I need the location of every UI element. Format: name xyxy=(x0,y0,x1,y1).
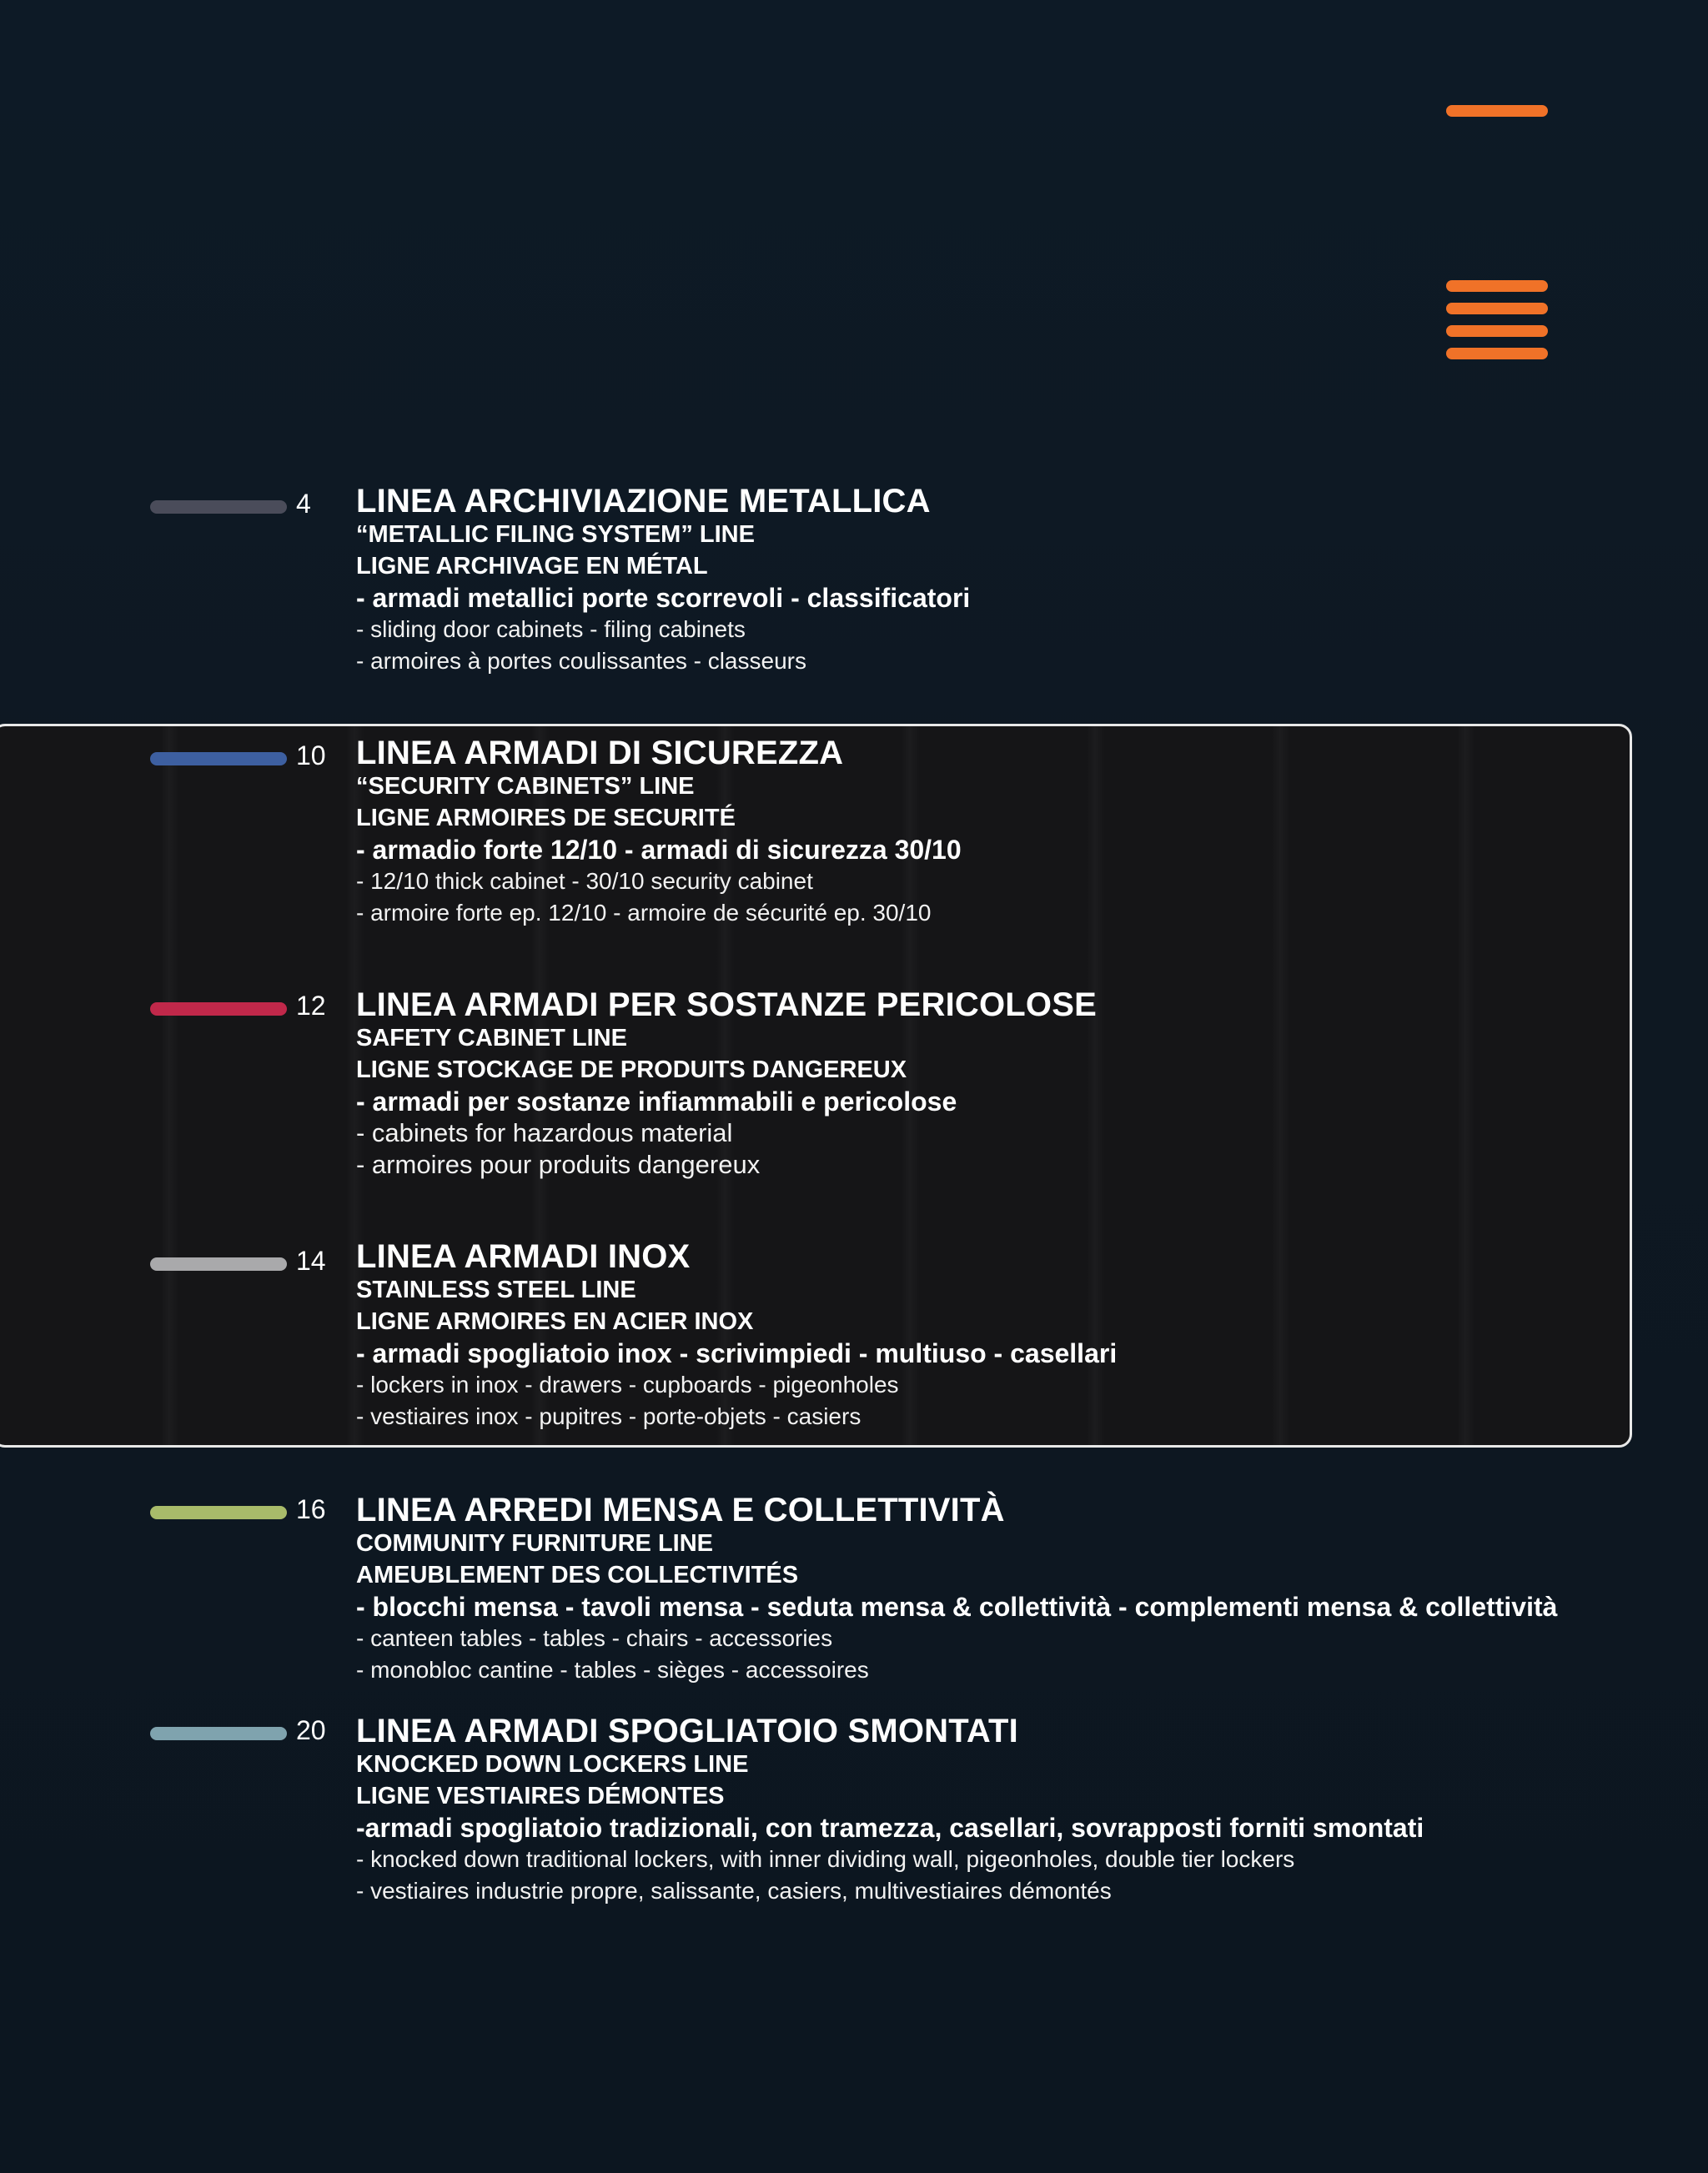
section-en-line: SAFETY CABINET LINE xyxy=(356,1025,627,1051)
section-it-items: - armadi metallici porte scorrevoli - classificatori xyxy=(356,583,971,613)
section-en-line: STAINLESS STEEL LINE xyxy=(356,1277,636,1303)
orange-stack-bar-4 xyxy=(1446,348,1548,359)
section-fr-line: LIGNE VESTIAIRES DÉMONTES xyxy=(356,1783,725,1809)
section-en-line: COMMUNITY FURNITURE LINE xyxy=(356,1530,714,1557)
section-text xyxy=(356,1714,1424,1907)
section-text xyxy=(356,1239,1117,1433)
section-title: LINEA ARMADI SPOGLIATOIO SMONTATI xyxy=(356,1713,1018,1749)
orange-stack-bar-1 xyxy=(1446,280,1548,292)
page-number: 4 xyxy=(296,489,311,519)
section-fr-line: LIGNE ARCHIVAGE EN MÉTAL xyxy=(356,553,708,580)
section-text xyxy=(356,1493,1557,1686)
color-swatch xyxy=(150,1257,287,1271)
section-fr-line: AMEUBLEMENT DES COLLECTIVITÉS xyxy=(356,1562,799,1588)
color-swatch xyxy=(150,500,287,514)
section-title: LINEA ARMADI DI SICUREZZA xyxy=(356,735,844,771)
page-number: 16 xyxy=(296,1494,326,1524)
section-en-items: - sliding door cabinets - filing cabinets xyxy=(356,616,746,642)
section-en-line: “METALLIC FILING SYSTEM” LINE xyxy=(356,521,755,548)
section-title: LINEA ARMADI PER SOSTANZE PERICOLOSE xyxy=(356,986,1098,1023)
section-it-items: - blocchi mensa - tavoli mensa - seduta mensa & collettività - complementi mensa & collettività xyxy=(356,1592,1558,1622)
color-swatch xyxy=(150,1506,287,1519)
section-it-items: - armadi per sostanze infiammabili e pericolose xyxy=(356,1086,957,1117)
section-fr-items: - monobloc cantine - tables - sièges - accessoires xyxy=(356,1657,869,1683)
page-number: 12 xyxy=(296,991,326,1021)
section-en-line: “SECURITY CABINETS” LINE xyxy=(356,773,695,800)
section-fr-line: LIGNE STOCKAGE DE PRODUITS DANGEREUX xyxy=(356,1056,907,1083)
section-title: LINEA ARREDI MENSA E COLLETTIVITÀ xyxy=(356,1492,1005,1528)
page-number: 14 xyxy=(296,1246,326,1276)
section-text xyxy=(356,484,970,677)
page-number: 20 xyxy=(296,1715,326,1745)
orange-stack-bar-2 xyxy=(1446,303,1548,314)
section-en-items: - canteen tables - tables - chairs - accessories xyxy=(356,1625,833,1651)
section-fr-items: - armoire forte ep. 12/10 - armoire de sécurité ep. 30/10 xyxy=(356,900,932,926)
section-fr-line: LIGNE ARMOIRES EN ACIER INOX xyxy=(356,1308,754,1335)
section-fr-items: - vestiaires industrie propre, salissante, casiers, multivestiaires démontés xyxy=(356,1878,1112,1904)
color-swatch xyxy=(150,1002,287,1016)
orange-single-bar xyxy=(1446,105,1548,117)
section-title: LINEA ARMADI INOX xyxy=(356,1238,691,1275)
section-en-items: - 12/10 thick cabinet - 30/10 security cabinet xyxy=(356,868,813,894)
section-text xyxy=(356,735,962,929)
section-it-items: - armadi spogliatoio inox - scrivimpiedi - multiuso - casellari xyxy=(356,1338,1118,1368)
section-fr-line: LIGNE ARMOIRES DE SECURITÉ xyxy=(356,805,736,831)
orange-stack-bar-3 xyxy=(1446,325,1548,337)
color-swatch xyxy=(150,752,287,765)
section-fr-items: - armoires pour produits dangereux xyxy=(356,1150,761,1179)
section-en-line: KNOCKED DOWN LOCKERS LINE xyxy=(356,1751,749,1778)
section-en-items: - lockers in inox - drawers - cupboards - pigeonholes xyxy=(356,1372,899,1398)
section-title: LINEA ARCHIVIAZIONE METALLICA xyxy=(356,483,931,519)
section-fr-items: - vestiaires inox - pupitres - porte-objets - casiers xyxy=(356,1403,862,1429)
page-number: 10 xyxy=(296,740,326,770)
section-en-items: - knocked down traditional lockers, with inner dividing wall, pigeonholes, double tier lockers xyxy=(356,1846,1295,1872)
section-text xyxy=(356,987,1097,1181)
section-it-items: -armadi spogliatoio tradizionali, con tramezza, casellari, sovrapposti forniti smontati xyxy=(356,1813,1424,1843)
color-swatch xyxy=(150,1727,287,1740)
section-fr-items: - armoires à portes coulissantes - classeurs xyxy=(356,648,806,674)
section-it-items: - armadio forte 12/10 - armadi di sicurezza 30/10 xyxy=(356,835,962,865)
section-en-items: - cabinets for hazardous material xyxy=(356,1118,733,1147)
